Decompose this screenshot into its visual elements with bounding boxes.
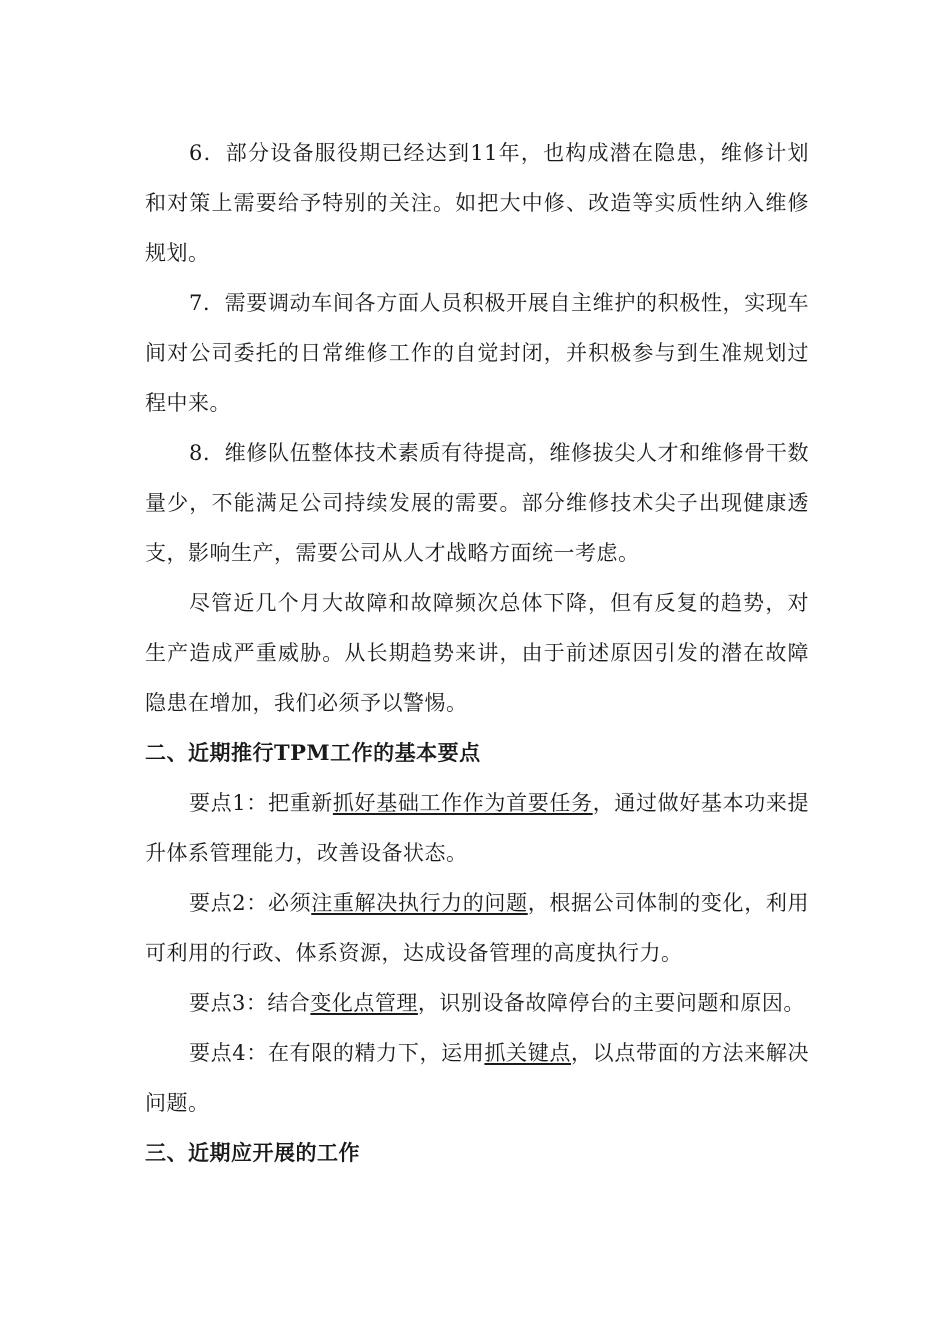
key-point-2-underlined: 注重解决执行力的问题 — [311, 891, 528, 915]
key-point-2 — [145, 878, 809, 978]
paragraph-item-7: 7．需要调动车间各方面人员积极开展自主维护的积极性，实现车间对公司委托的日常维修工作的自觉封闭，并积极参与到生准规划过程中来。 — [145, 291, 809, 415]
key-point-3 — [145, 978, 809, 1028]
paragraph-summary: 尽管近几个月大故障和故障频次总体下降，但有反复的趋势，对生产造成严重威胁。从长期趋势来讲，由于前述原因引发的潜在故障隐患在增加，我们必须予以警惕。 — [145, 591, 809, 715]
key-point-2-prefix: 要点2：必须 — [189, 891, 312, 915]
paragraph-item-8: 8．维修队伍整体技术素质有待提高，维修拔尖人才和维修骨干数量少，不能满足公司持续发展的需要。部分维修技术尖子出现健康透支，影响生产，需要公司从人才战略方面统一考虑。 — [145, 441, 809, 565]
section-heading-3: 三、近期应开展的工作 — [145, 1140, 360, 1165]
key-point-4-suffix: ，以点带面的方法来解决问题。 — [145, 1041, 810, 1115]
key-point-4-underlined: 抓关键点 — [484, 1041, 572, 1065]
key-point-4-prefix: 要点4：在有限的精力下，运用 — [189, 1041, 485, 1065]
key-point-2-suffix: ，根据公司体制的变化，利用可利用的行政、体系资源，达成设备管理的高度执行力。 — [145, 891, 810, 965]
document-page — [145, 128, 809, 1178]
key-point-1-prefix: 要点1：把重新 — [189, 791, 333, 815]
paragraph-item-6: 6．部分设备服役期已经达到11年，也构成潜在隐患，维修计划和对策上需要给予特别的关注。如把大中修、改造等实质性纳入维修规划。 — [145, 141, 809, 265]
key-point-3-prefix: 要点3：结合 — [189, 991, 311, 1015]
key-point-3-underlined: 变化点管理 — [310, 991, 418, 1015]
section-heading-2: 二、近期推行TPM工作的基本要点 — [145, 740, 481, 765]
key-point-1-suffix: ，通过做好基本功来提升体系管理能力，改善设备状态。 — [145, 791, 810, 865]
key-point-4 — [145, 1028, 809, 1128]
key-point-3-suffix: ，识别设备故障停台的主要问题和原因。 — [417, 991, 805, 1015]
key-point-1-underlined: 抓好基础工作作为首要任务 — [332, 791, 593, 815]
key-point-1 — [145, 778, 809, 878]
